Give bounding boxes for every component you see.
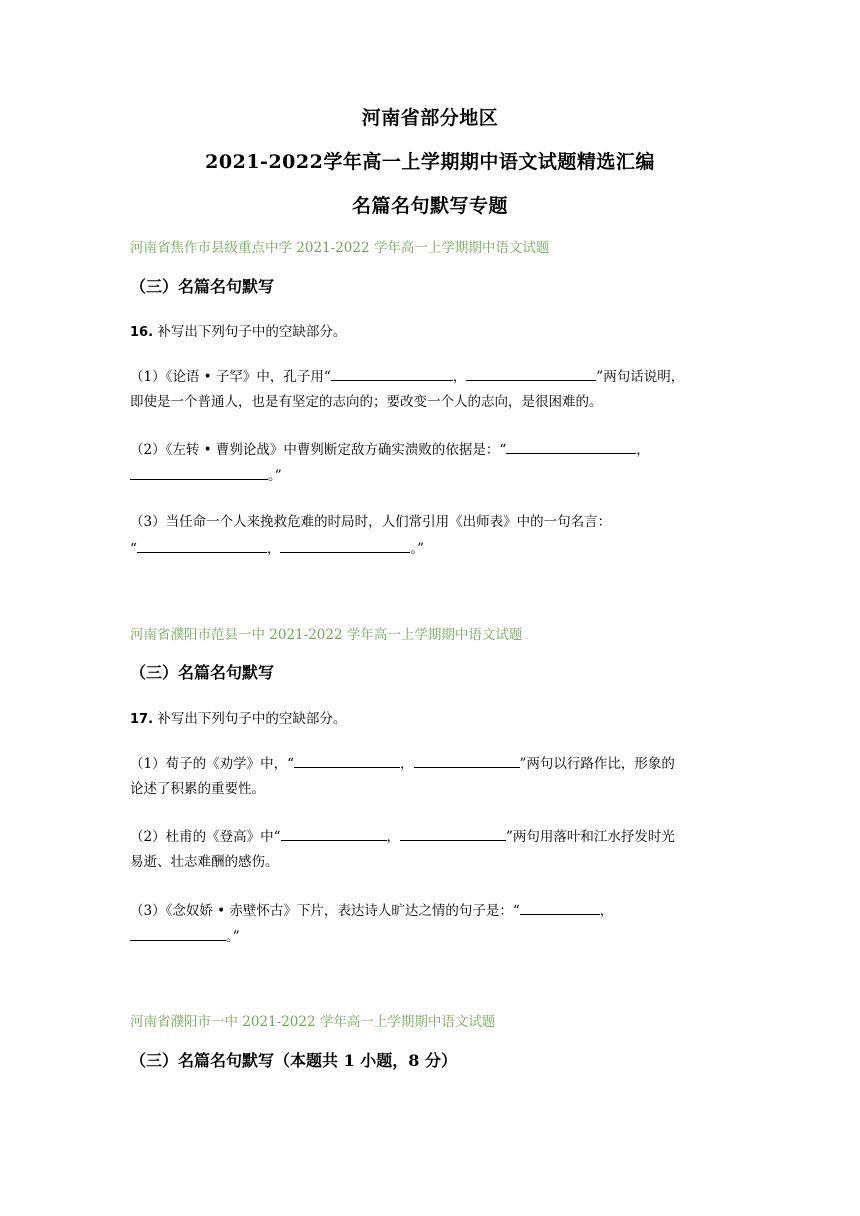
item-text: 论述了积累的重要性。 [130,781,265,797]
answer-blank[interactable] [294,753,400,768]
item-text: （2）杜甫的《登高》中“ [130,829,281,845]
question-17 [130,709,346,730]
answer-blank[interactable] [520,900,600,915]
item-text: ， [266,541,281,557]
item-text: 易逝、壮志难酬的感伤。 [130,854,279,870]
section-heading-2: （三）名篇名句默写 [130,663,275,682]
item-text: 。” [226,929,240,945]
question-16 [130,322,346,343]
item-text: ， [452,369,467,385]
item-text: ， [636,442,650,458]
source-line-1: 河南省焦作市县级重点中学 2021-2022 学年高一上学期期中语文试题 [130,240,550,256]
item-text: ”两句话说明， [596,369,685,385]
item-17-1 [130,753,730,799]
item-16-1 [130,366,730,412]
item-text: 。” [268,468,282,484]
item-text: 。” [410,541,425,557]
answer-blank[interactable] [280,538,410,553]
item-text: “ [130,541,137,557]
doc-title-region: 河南省部分地区 [361,107,499,129]
answer-blank[interactable] [466,366,596,381]
doc-title-main: 2021-2022学年高一上学期期中语文试题精选汇编 [205,151,655,173]
item-text: ”两句用落叶和江水抒发时光 [506,829,675,845]
item-text: （1）荀子的《劝学》中，“ [130,756,294,772]
item-text: ”两句以行路作比，形象的 [519,756,675,772]
answer-blank[interactable] [137,538,267,553]
answer-blank[interactable] [400,826,506,841]
item-16-2 [130,439,730,485]
source-line-2: 河南省濮阳市范县一中 2021-2022 学年高一上学期期中语文试题 [130,627,523,643]
item-text: （2）《左转 • 曹刿论战》中曹刿断定敌方确实溃败的依据是：“ [130,442,507,458]
question-text: 补写出下列句子中的空缺部分。 [157,324,347,340]
question-number: 17. [130,712,154,727]
item-17-2 [130,826,730,872]
item-text: ， [386,829,400,845]
item-16-3 [130,512,730,558]
section-heading-1: （三）名篇名句默写 [130,277,275,296]
doc-title-topic: 名篇名句默写专题 [351,195,508,217]
item-text: ， [599,903,614,919]
question-number: 16. [130,325,154,340]
item-text: （3）当任命一个人来挽救危难的时局时，人们常引用《出师表》中的一句名言： [130,514,612,530]
answer-blank[interactable] [506,439,636,454]
answer-blank[interactable] [331,366,453,381]
source-line-3: 河南省濮阳市一中 2021-2022 学年高一上学期期中语文试题 [130,1014,496,1030]
item-text: ， [400,756,414,772]
answer-blank[interactable] [414,753,520,768]
item-17-3 [130,900,730,946]
answer-blank[interactable] [130,465,268,480]
item-text: （1）《论语 • 子罕》中，孔子用“ [130,369,331,385]
section-heading-3: （三）名篇名句默写（本题共 1 小题，8 分） [130,1051,457,1070]
item-text: 即使是一个普通人，也是有坚定的志向的；要改变一个人的志向，是很困难的。 [130,394,603,410]
item-text: （3）《念奴娇 • 赤壁怀古》下片，表达诗人旷达之情的句子是：“ [130,903,520,919]
question-text: 补写出下列句子中的空缺部分。 [157,711,347,727]
answer-blank[interactable] [281,826,387,841]
answer-blank[interactable] [130,926,226,941]
